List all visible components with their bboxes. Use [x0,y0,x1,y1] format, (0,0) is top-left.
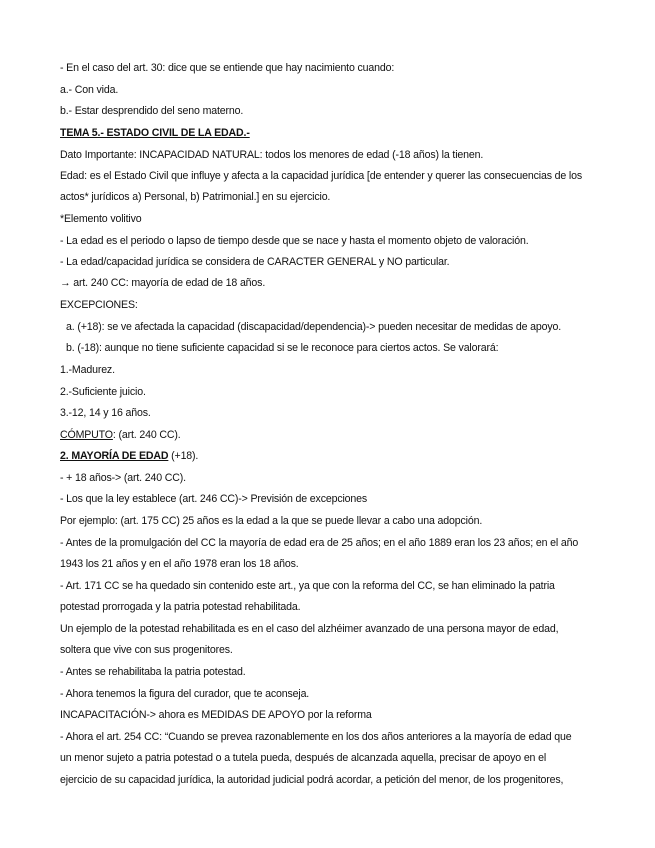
paragraph-line [60,557,299,571]
line-text: Edad: es el Estado Civil que influye y afecta a la capacidad jurídica [de entender y querer las consecuencias de los [60,170,583,182]
paragraph-line [60,579,555,593]
line-text: a.- Con vida. [60,84,119,96]
list-item [60,406,151,420]
line-text: - La edad/capacidad jurídica se considera de CARACTER GENERAL y NO particular. [60,256,450,268]
paragraph-line [60,298,138,312]
paragraph-line [60,234,529,248]
line-text: - Antes de la promulgación del CC la mayoría de edad era de 25 años; en el año 1889 eran los 23 años; en el año [60,537,579,549]
line-text: EXCEPCIONES: [60,299,138,311]
paragraph-line [60,773,563,787]
paragraph-line [60,104,243,118]
line-text: un menor sujeto a patria potestad o a tutela pueda, después de alcanzada aquella, precisar de apoyo en el [60,752,547,764]
line-text: (+18). [168,450,199,462]
line-text: 1943 los 21 años y en el año 1978 eran los 18 años. [60,558,299,570]
line-text: - La edad es el periodo o lapso de tiempo desde que se nace y hasta el momento objeto de valoración. [60,235,529,247]
line-text: - + 18 años-> (art. 240 CC). [60,472,186,484]
line-text: - Ahora tenemos la figura del curador, que te aconseja. [60,688,310,700]
paragraph-line [60,730,571,744]
list-item [60,385,146,399]
section-heading [60,449,198,463]
line-text: - Art. 171 CC se ha quedado sin contenido este art., ya que con la reforma del CC, se han eliminado la patria [60,580,555,592]
line-text: Un ejemplo de la potestad rehabilitada es en el caso del alzhéimer avanzado de una persona mayor de edad, [60,623,559,635]
paragraph-line [60,492,367,506]
list-item [66,341,498,355]
list-item [66,320,561,334]
paragraph-line [60,148,483,162]
paragraph-line [60,665,246,679]
paragraph-line [60,643,233,657]
paragraph-line [60,471,186,485]
line-text: b. (-18): aunque no tiene suficiente capacidad si se le reconoce para ciertos actos. Se valorará: [66,342,499,354]
line-text: potestad prorrogada y la patria potestad rehabilitada. [60,601,301,613]
paragraph-line [60,190,330,204]
line-text: INCAPACITACIÓN-> ahora es MEDIDAS DE APOYO por la reforma [60,709,372,721]
line-text: → art. 240 CC: mayoría de edad de 18 años. [60,277,266,289]
paragraph-line [60,428,181,442]
paragraph-line [60,61,394,75]
line-text: Por ejemplo: (art. 175 CC) 25 años es la edad a la que se puede llevar a cabo una adopción. [60,515,483,527]
line-text: Dato Importante: INCAPACIDAD NATURAL: todos los menores de edad (-18 años) la tienen. [60,149,484,161]
line-text: 2.-Suficiente juicio. [60,386,146,398]
paragraph-line [60,514,482,528]
paragraph-line [60,708,372,722]
line-text: : (art. 240 CC). [112,429,181,441]
paragraph-line [60,276,265,290]
line-text: *Elemento volitivo [60,213,142,225]
paragraph-line [60,622,558,636]
list-item [60,363,115,377]
line-text: - Los que la ley establece (art. 246 CC)-> Previsión de excepciones [60,493,368,505]
line-text: CÓMPUTO [60,429,113,441]
heading-text: TEMA 5.- ESTADO CIVIL DE LA EDAD.- [60,127,250,139]
paragraph-line [60,255,449,269]
line-text: - Antes se rehabilitaba la patria potestad. [60,666,246,678]
line-text: soltera que vive con sus progenitores. [60,644,233,656]
footnote-line [60,212,142,226]
paragraph-line [60,536,578,550]
line-text: actos* jurídicos a) Personal, b) Patrimonial.] en su ejercicio. [60,191,331,203]
line-text: a. (+18): se ve afectada la capacidad (discapacidad/dependencia)-> pueden necesitar de medidas de apoyo. [66,321,562,333]
paragraph-line [60,83,118,97]
paragraph-line [60,169,582,183]
heading-text: 2. MAYORÍA DE EDAD [60,450,169,462]
section-heading [60,126,250,140]
line-text: 1.-Madurez. [60,364,115,376]
line-text: 3.-12, 14 y 16 años. [60,407,151,419]
line-text: ejercicio de su capacidad jurídica, la autoridad judicial podrá acordar, a petición del menor, de los progenitores, [60,774,564,786]
paragraph-line [60,600,300,614]
paragraph-line [60,687,309,701]
line-text: - Ahora el art. 254 CC: “Cuando se prevea razonablemente en los dos años anteriores a la mayoría de edad que [60,731,572,743]
line-text: b.- Estar desprendido del seno materno. [60,105,244,117]
paragraph-line [60,751,546,765]
line-text: - En el caso del art. 30: dice que se entiende que hay nacimiento cuando: [60,62,395,74]
